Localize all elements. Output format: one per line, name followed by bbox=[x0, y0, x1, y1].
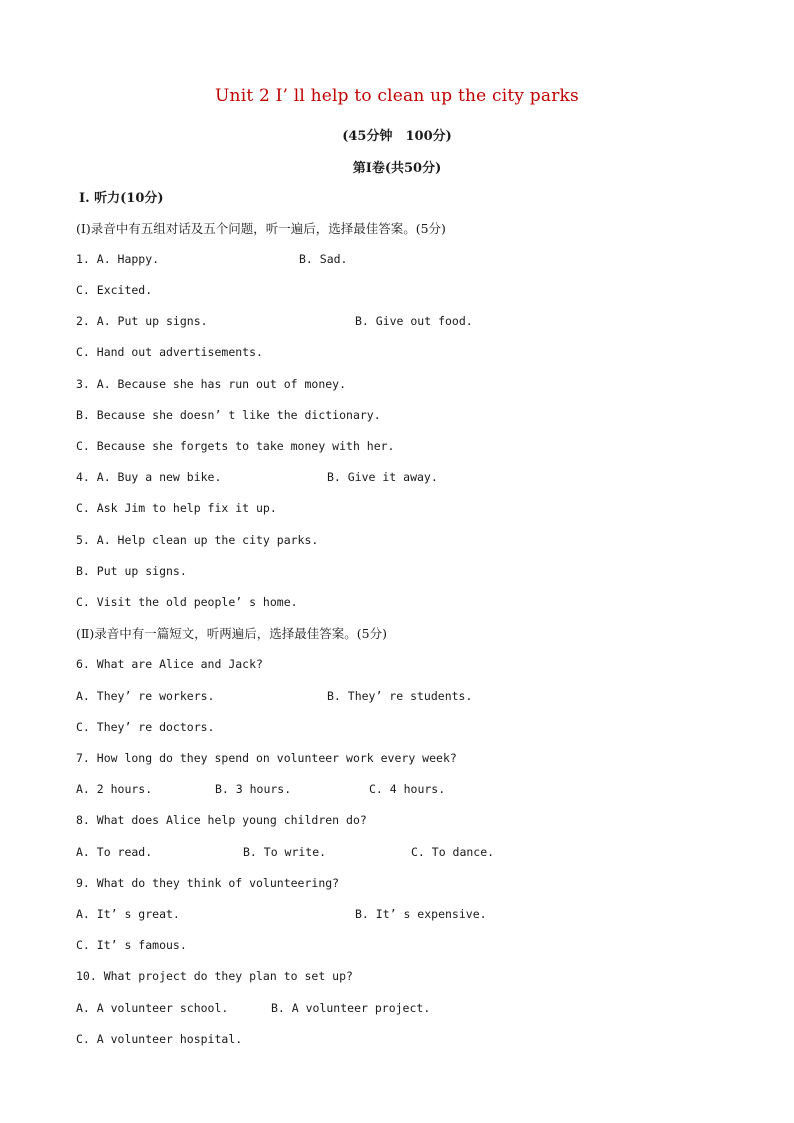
q2-option-b: B. Give out food. bbox=[355, 314, 473, 328]
q9-option-b: B. It’ s expensive. bbox=[355, 907, 487, 921]
q2-option-a: 2. A. Put up signs. bbox=[76, 314, 208, 328]
q7-stem: 7. How long do they spend on volunteer work every week? bbox=[76, 751, 457, 765]
q2-option-c: C. Hand out advertisements. bbox=[76, 345, 263, 359]
q4-option-a: 4. A. Buy a new bike. bbox=[76, 470, 222, 484]
q7-option-b: B. 3 hours. bbox=[215, 782, 292, 796]
part1-instruction: (Ⅰ)录音中有五组对话及五个问题，听一遍后，选择最佳答案。(5分) bbox=[76, 221, 446, 236]
q9-stem: 9. What do they think of volunteering? bbox=[76, 876, 340, 890]
q3-option-a: 3. A. Because she has run out of money. bbox=[76, 377, 347, 391]
q10-option-b: B. A volunteer project. bbox=[271, 1001, 431, 1015]
q8-option-a: A. To read. bbox=[76, 845, 153, 859]
q1-option-c: C. Excited. bbox=[76, 283, 153, 297]
q10-option-a: A. A volunteer school. bbox=[76, 1001, 229, 1015]
q6-option-a: A. They’ re workers. bbox=[76, 689, 215, 703]
q8-stem: 8. What does Alice help young children do? bbox=[76, 813, 367, 827]
q10-stem: 10. What project do they plan to set up? bbox=[76, 969, 353, 983]
q7-option-c: C. 4 hours. bbox=[369, 782, 446, 796]
q8-option-c: C. To dance. bbox=[411, 845, 495, 859]
part2-instruction: (Ⅱ)录音中有一篇短文，听两遍后，选择最佳答案。(5分) bbox=[76, 626, 387, 641]
q4-option-c: C. Ask Jim to help fix it up. bbox=[76, 501, 277, 515]
q3-option-b: B. Because she doesn’ t like the dictionary. bbox=[76, 408, 381, 422]
q5-option-a: 5. A. Help clean up the city parks. bbox=[76, 533, 319, 547]
q8-option-b: B. To write. bbox=[243, 845, 327, 859]
exam-info: (45分钟 100分) bbox=[342, 129, 452, 144]
volume-label: 第Ⅰ卷(共50分) bbox=[352, 161, 442, 176]
q1-option-a: 1. A. Happy. bbox=[76, 252, 160, 266]
q4-option-b: B. Give it away. bbox=[327, 470, 438, 484]
q6-stem: 6. What are Alice and Jack? bbox=[76, 657, 263, 671]
q6-option-b: B. They’ re students. bbox=[327, 689, 473, 703]
q5-option-c: C. Visit the old people’ s home. bbox=[76, 595, 298, 609]
q9-option-c: C. It’ s famous. bbox=[76, 938, 187, 952]
q5-option-b: B. Put up signs. bbox=[76, 564, 187, 578]
q10-option-c: C. A volunteer hospital. bbox=[76, 1032, 243, 1046]
q6-option-c: C. They’ re doctors. bbox=[76, 720, 215, 734]
q9-option-a: A. It’ s great. bbox=[76, 907, 180, 921]
page-title: Unit 2 I’ ll help to clean up the city parks bbox=[215, 86, 579, 106]
section-heading-listening: Ⅰ. 听力(10分) bbox=[79, 191, 164, 206]
q3-option-c: C. Because she forgets to take money with her. bbox=[76, 439, 395, 453]
q7-option-a: A. 2 hours. bbox=[76, 782, 153, 796]
q1-option-b: B. Sad. bbox=[299, 252, 348, 266]
